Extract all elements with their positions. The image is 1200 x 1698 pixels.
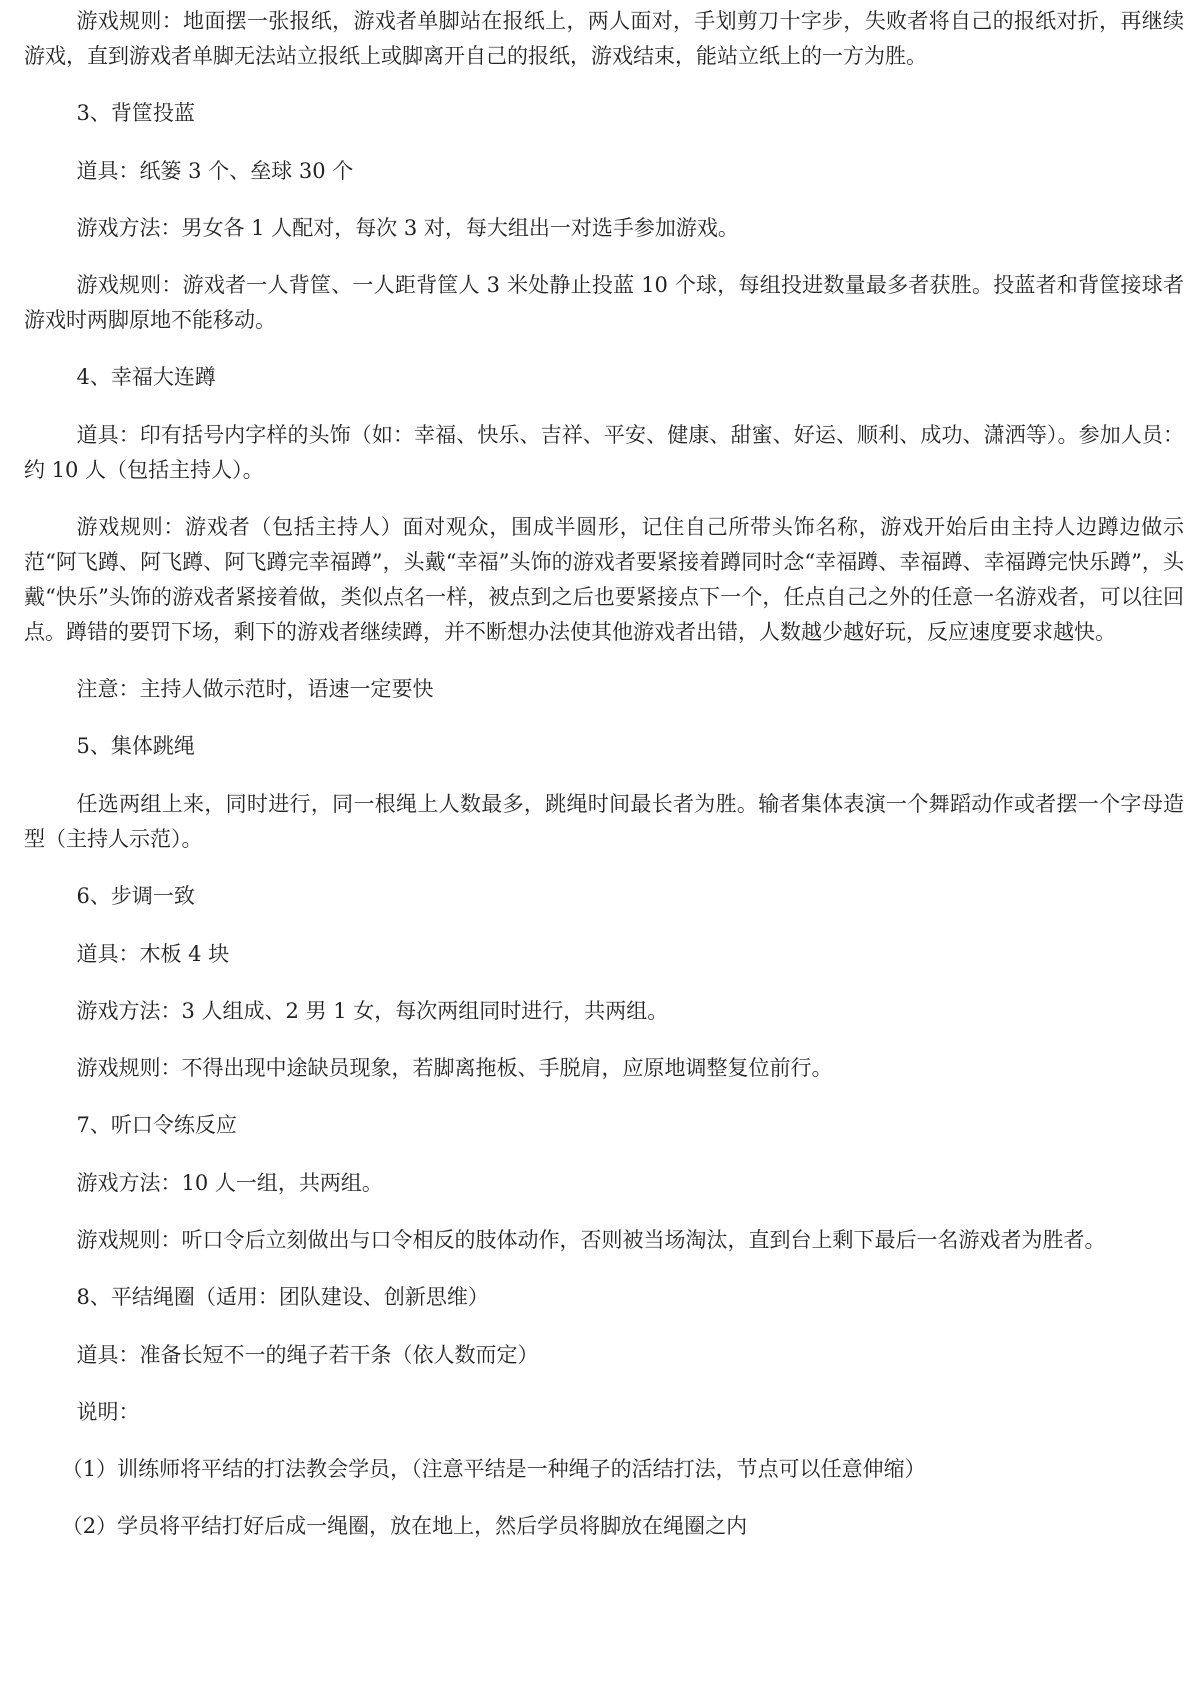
body-paragraph: 游戏规则：听口令后立刻做出与口令相反的肢体动作，否则被当场淘汰，直到台上剩下最后一名游戏者为胜者。 <box>76 1228 1106 1252</box>
body-paragraph: 道具：印有括号内字样的头饰（如：幸福、快乐、吉祥、平安、健康、甜蜜、好运、顺利、成功、潇洒等）。参加人员：约 10 人（包括主持人）。 <box>24 423 1184 482</box>
section-heading: 6、步调一致 <box>76 884 195 908</box>
section-heading: 4、幸福大连蹲 <box>76 365 216 389</box>
body-paragraph: 道具：木板 4 块 <box>76 942 230 966</box>
section-heading: 5、集体跳绳 <box>76 734 195 758</box>
body-paragraph: 游戏方法：3 人组成、2 男 1 女，每次两组同时进行，共两组。 <box>76 999 669 1023</box>
list-item: （1）训练师将平结的打法教会学员，（注意平结是一种绳子的活结打法，节点可以任意伸缩） <box>61 1457 926 1481</box>
body-paragraph: 游戏方法：10 人一组，共两组。 <box>76 1171 383 1195</box>
body-paragraph: 游戏方法：男女各 1 人配对，每次 3 对，每大组出一对选手参加游戏。 <box>76 216 739 240</box>
section-heading: 3、背筐投蓝 <box>76 101 195 125</box>
section-heading: 8、平结绳圈（适用：团队建设、创新思维） <box>76 1285 489 1309</box>
body-paragraph: 道具：准备长短不一的绳子若干条（依人数而定） <box>76 1343 539 1367</box>
body-paragraph: 游戏规则：地面摆一张报纸，游戏者单脚站在报纸上，两人面对，手划剪刀十字步，失败者将自己的报纸对折，再继续游戏，直到游戏者单脚无法站立报纸上或脚离开自己的报纸，游戏结束，能站立纸上的一方为胜。 <box>24 9 1184 68</box>
list-item: （2）学员将平结打好后成一绳圈，放在地上，然后学员将脚放在绳圈之内 <box>61 1514 748 1538</box>
document-page <box>24 4 1184 1566</box>
body-paragraph: 说明： <box>76 1400 140 1424</box>
body-paragraph: 道具：纸篓 3 个、垒球 30 个 <box>76 159 354 183</box>
section-heading: 7、听口令练反应 <box>76 1113 237 1137</box>
body-paragraph: 任选两组上来，同时进行，同一根绳上人数最多，跳绳时间最长者为胜。输者集体表演一个舞蹈动作或者摆一个字母造型（主持人示范）。 <box>24 792 1184 851</box>
body-paragraph: 游戏规则：不得出现中途缺员现象，若脚离拖板、手脱肩，应原地调整复位前行。 <box>76 1056 833 1080</box>
body-paragraph: 游戏规则：游戏者（包括主持人）面对观众，围成半圆形，记住自己所带头饰名称，游戏开始后由主持人边蹲边做示范“阿飞蹲、阿飞蹲、阿飞蹲完幸福蹲”，头戴“幸福”头饰的游戏者要紧接着蹲同时念“幸福蹲、幸福蹲、幸福蹲完快乐蹲”，头戴“快乐”头饰的游戏者紧接着做，类似点名一样，被点到之后也要紧接点下一个，任点自己之外的任意一名游戏者，可以往回点。蹲错的要罚下场，剩下的游戏者继续蹲，并不断想办法使其他游戏者出错，人数越少越好玩，反应速度要求越快。 <box>24 515 1184 644</box>
body-paragraph: 游戏规则：游戏者一人背筐、一人距背筐人 3 米处静止投蓝 10 个球，每组投进数量最多者获胜。投蓝者和背筐接球者游戏时两脚原地不能移动。 <box>24 273 1184 332</box>
body-paragraph: 注意：主持人做示范时，语速一定要快 <box>76 677 434 701</box>
